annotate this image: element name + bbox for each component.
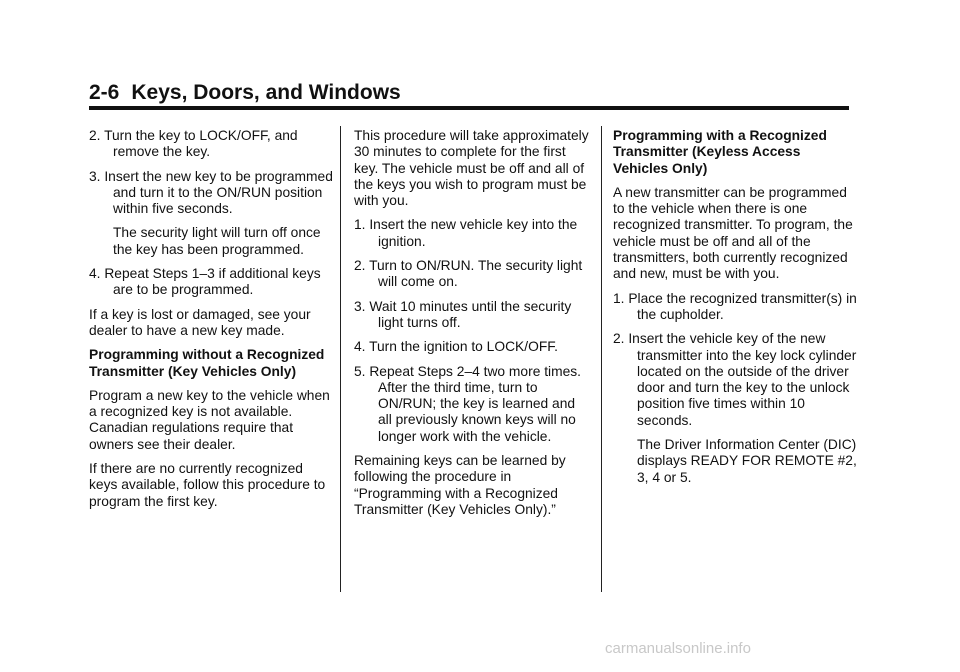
step-item: 2. Insert the vehicle key of the new transmitter into the key lock cylinder located on the outside of the driver door and turn the key to the unlock position five times within 10 seconds. (613, 331, 857, 428)
paragraph: If there are no currently recognized keys available, follow this procedure to program the first key. (89, 461, 326, 509)
subheading: Programming without a Recognized Transmitter (Key Vehicles Only) (89, 347, 325, 379)
step-note: The security light will turn off once the key has been programmed. (113, 225, 321, 257)
page-header (89, 80, 401, 106)
paragraph: This procedure will take approximately 30 minutes to complete for the first key. The vehicle must be off and all of the keys you wish to program must be with you. (354, 128, 589, 209)
step-note: The Driver Information Center (DIC) displays READY FOR REMOTE #2, 3, 4 or 5. (637, 437, 857, 485)
step-item: 5. Repeat Steps 2–4 two more times. After the third time, turn to ON/RUN; the key is learned and all previously known keys will no longer work with the vehicle. (354, 363, 581, 444)
column-2 (354, 128, 590, 526)
paragraph: Program a new key to the vehicle when a recognized key is not available. Canadian regulations require that owners see their dealer. (89, 387, 330, 452)
column-1 (89, 128, 335, 518)
step-item: 1. Insert the new vehicle key into the ignition. (354, 217, 578, 249)
page-number: 2-6 (89, 81, 120, 104)
paragraph: If a key is lost or damaged, see your dealer to have a new key made. (89, 306, 311, 338)
step-item: 2. Turn to ON/RUN. The security light will come on. (354, 258, 583, 290)
section-title: Keys, Doors, and Windows (131, 81, 401, 104)
step-item: 4. Repeat Steps 1–3 if additional keys are to be programmed. (89, 266, 321, 298)
paragraph: Remaining keys can be learned by following the procedure in “Programming with a Recognized Transmitter (Key Vehicles Only).” (354, 453, 566, 517)
paragraph: A new transmitter can be programmed to the vehicle when there is one recognized transmitter. To program, the vehicle must be off and all of the transmitters, both currently recognized and new, must be with you. (613, 184, 853, 282)
step-item: 1. Place the recognized transmitter(s) in the cupholder. (613, 290, 857, 322)
column-3 (613, 128, 859, 494)
column-divider-1 (340, 126, 341, 592)
step-item: 3. Insert the new key to be programmed and turn it to the ON/RUN position within five seconds. (89, 168, 333, 217)
watermark: carmanualsonline.info (605, 640, 751, 657)
step-item: 3. Wait 10 minutes until the security light turns off. (354, 298, 572, 330)
step-item: 4. Turn the ignition to LOCK/OFF. (354, 339, 558, 355)
step-item: 2. Turn the key to LOCK/OFF, and remove the key. (89, 128, 298, 160)
header-rule (89, 106, 849, 110)
subheading: Programming with a Recognized Transmitter (Keyless Access Vehicles Only) (613, 128, 827, 176)
column-divider-2 (601, 126, 602, 592)
